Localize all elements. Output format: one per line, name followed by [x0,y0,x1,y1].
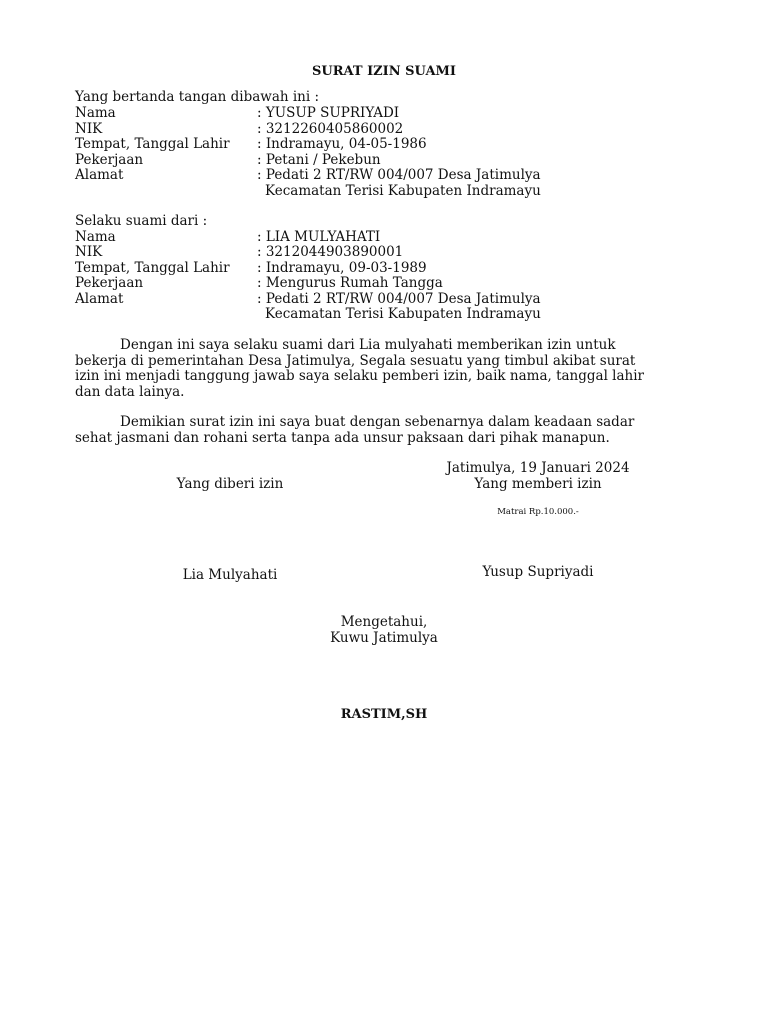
acknowledge-line-1: Mengetahui, [340,614,428,630]
field-label: Alamat [75,290,124,307]
field-value: : 3212044903890001 [257,244,404,260]
field-value: : Indramayu, 09-03-1989 [257,259,427,276]
village-head-name: RASTIM,SH [340,707,428,722]
field-value: : 3212260405860002 [257,120,404,137]
field-value: : Pedati 2 RT/RW 004/007 Desa Jatimulya [257,167,541,183]
place-date: Jatimulya, 19 Januari 2024 [446,460,630,476]
field-value: : Mengurus Rumah Tangga [257,275,443,291]
paragraph-2-line-1: Demikian surat izin ini saya buat dengan sebenarnya dalam keadaan sadar [120,414,635,430]
paragraph-1-line-1: Dengan ini saya selaku suami dari Lia mulyahati memberikan izin untuk [120,337,616,353]
field-label: Alamat [75,167,124,183]
field-value: : Petani / Pekebun [257,151,381,168]
field-value: : LIA MULYAHATI [257,228,381,245]
paragraph-2-line-2: sehat jasmani dan rohani serta tanpa ada unsur paksaan dari pihak manapun. [75,429,610,446]
letter-title: SURAT IZIN SUAMI [311,64,457,79]
paragraph-1-line-4: dan data lainya. [75,383,185,400]
field-value: : Pedati 2 RT/RW 004/007 Desa Jatimulya [257,290,541,307]
stamp-label: Matrai Rp.10.000.- [497,507,579,517]
wife-intro-text: Selaku suami dari : [75,213,208,229]
intro-text: Yang bertanda tangan dibawah ini : [75,89,320,105]
left-signature-caption: Yang diberi izin [176,476,284,492]
husband-address-line2: Kecamatan Terisi Kabupaten Indramayu [265,182,541,199]
acknowledge-line-2: Kuwu Jatimulya [330,629,438,646]
field-label: Pekerjaan [75,151,144,168]
field-label: NIK [75,120,103,137]
wife-address-line2: Kecamatan Terisi Kabupaten Indramayu [265,306,541,322]
paragraph-1-line-3: izin ini menjadi tanggung jawab saya selaku pemberi izin, baik nama, tanggal lahir [75,368,645,384]
left-signer-name: Lia Mulyahati [182,567,278,583]
field-label: Pekerjaan [75,275,144,291]
right-signature-caption: Yang memberi izin [474,476,602,492]
field-value: : YUSUP SUPRIYADI [257,105,400,121]
paragraph-1-line-2: bekerja di pemerintahan Desa Jatimulya, Segala sesuatu yang timbul akibat surat [75,352,636,369]
right-signer-name: Yusup Supriyadi [482,564,594,580]
field-label: Tempat, Tanggal Lahir [75,136,230,152]
field-label: Tempat, Tanggal Lahir [75,259,230,276]
field-label: Nama [75,105,116,121]
field-label: NIK [75,244,103,260]
field-value: : Indramayu, 04-05-1986 [257,136,427,152]
field-label: Nama [75,228,116,245]
